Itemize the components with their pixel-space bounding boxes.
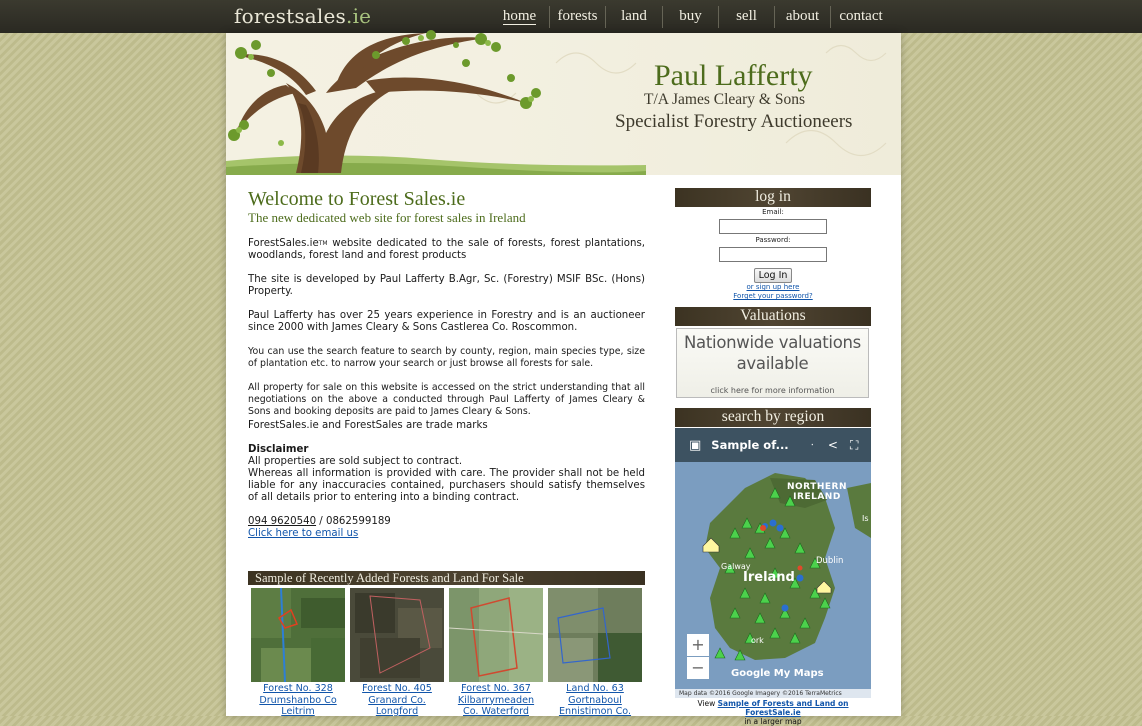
main-nav xyxy=(490,0,891,33)
password-label: Password: xyxy=(755,236,791,244)
forgot-password-link[interactable]: Forget your password? xyxy=(733,292,813,300)
top-nav-bar xyxy=(0,0,1142,33)
mobile-number: / 0862599189 xyxy=(316,516,391,527)
share-icon[interactable]: < xyxy=(827,438,838,452)
valuations-link[interactable]: click here for more information xyxy=(710,386,835,395)
map-toolbar xyxy=(675,428,871,462)
trademark-text: ForestSales.ie and ForestSales are trade marks xyxy=(248,420,488,431)
map-title: Sample of... xyxy=(711,438,789,452)
nav-home[interactable]: home xyxy=(502,8,537,24)
valuations-title: Nationwide valuations available xyxy=(684,333,861,373)
email-label: Email: xyxy=(762,208,784,216)
valuations-header: Valuations xyxy=(675,307,871,326)
banner-tagline: Specialist Forestry Auctioneers xyxy=(615,111,853,132)
zoom-in-button[interactable]: + xyxy=(687,634,709,656)
larger-map-link[interactable]: Sample of Forests and Land on ForestSale.ie xyxy=(717,699,849,717)
login-header: log in xyxy=(675,188,871,207)
page-title: Welcome to Forest Sales.ie xyxy=(248,188,466,210)
aerial-image xyxy=(548,588,642,682)
samples-header: Sample of Recently Added Forests and Land For Sale xyxy=(248,571,645,585)
sample-thumbnail[interactable] xyxy=(449,588,543,682)
map-caption: View Sample of Forests and Land on ForestSale.ie in a larger map xyxy=(697,699,849,726)
login-form xyxy=(675,208,871,301)
sample-thumbnail[interactable] xyxy=(350,588,444,682)
sample-item[interactable] xyxy=(251,588,345,718)
nav-buy[interactable]: buy xyxy=(679,8,702,24)
page-container xyxy=(226,33,901,726)
aerial-image xyxy=(449,588,543,682)
sample-item[interactable] xyxy=(350,588,444,718)
logo-text: forestsales xyxy=(234,4,347,28)
disclaimer-line: All properties are sold subject to contract. xyxy=(248,456,463,467)
nav-forests[interactable]: forests xyxy=(557,8,598,24)
intro-paragraph: ForestSales.ie™ website dedicated to the sale of forests, forest plantations, woodlands, forest land and forest products xyxy=(248,238,645,261)
sample-caption[interactable]: Land No. 63 Gortnaboul Ennistimon Co. xyxy=(558,683,632,717)
sample-item[interactable] xyxy=(548,588,642,718)
valuations-banner[interactable] xyxy=(676,328,869,398)
samples-list xyxy=(248,588,645,718)
experience-paragraph: Paul Lafferty has over 25 years experience in Forestry and is an auctioneer since 2000 with James Cleary & Sons Castlerea Co. Roscommon. xyxy=(248,310,645,333)
main-content xyxy=(248,188,645,540)
nav-land[interactable]: land xyxy=(621,8,647,24)
more-icon[interactable]: ⋅ xyxy=(810,439,814,451)
aerial-image xyxy=(251,588,345,682)
map-attribution: Map data ©2016 Google Imagery ©2016 TerraMetrics xyxy=(675,689,871,698)
disclaimer xyxy=(248,444,645,504)
google-mymaps-logo: Google My Maps xyxy=(731,668,824,679)
map-label-galway: Galway xyxy=(721,562,751,571)
sample-thumbnail[interactable] xyxy=(251,588,345,682)
map-label-ireland: Ireland xyxy=(743,570,795,585)
nav-about[interactable]: about xyxy=(785,8,820,24)
sample-caption[interactable]: Forest No. 367 Kilbarrymeaden Co. Waterford xyxy=(457,683,535,717)
banner-subtitle: T/A James Cleary & Sons xyxy=(644,91,806,108)
region-map[interactable] xyxy=(675,428,871,698)
map-label-northern-ireland: NORTHERN IRELAND xyxy=(787,482,847,502)
password-field[interactable] xyxy=(719,247,827,262)
search-paragraph: You can use the search feature to search by county, region, main species type, size of plantation etc. to narrow your search or just browse all forests for sale. xyxy=(248,346,645,369)
signup-link[interactable]: or sign up here xyxy=(746,283,800,291)
sidebar xyxy=(675,188,871,726)
disclaimer-title: Disclaimer xyxy=(248,444,309,455)
site-logo[interactable] xyxy=(234,4,371,28)
terms-paragraph: All property for sale on this website is accessed on the strict understanding that all negotiations on the above a conducted through Paul Lafferty of James Cleary & Sons and booking deposits are paid to James Cleary & Sons. xyxy=(248,382,645,417)
map-label-cork: ork xyxy=(751,636,764,645)
nav-contact[interactable]: contact xyxy=(839,8,883,24)
page-subtitle: The new dedicated web site for forest sales in Ireland xyxy=(248,210,526,225)
email-field[interactable] xyxy=(719,219,827,234)
header-banner xyxy=(226,33,901,175)
sample-caption[interactable]: Forest No. 328 Drumshanbo Co Leitrim xyxy=(259,683,337,717)
developer-paragraph: The site is developed by Paul Lafferty B.Agr, Sc. (Forestry) MSIF BSc. (Hons) Property. xyxy=(248,274,645,297)
map-label-dublin: Dublin xyxy=(816,556,844,566)
banner-title: Paul Lafferty xyxy=(654,59,813,92)
zoom-out-button[interactable]: − xyxy=(687,657,709,679)
logo-suffix: .ie xyxy=(346,4,372,28)
sample-thumbnail[interactable] xyxy=(548,588,642,682)
sample-item[interactable] xyxy=(449,588,543,718)
contact-block xyxy=(248,516,645,540)
aerial-image xyxy=(350,588,444,682)
email-link[interactable]: Click here to email us xyxy=(248,528,359,539)
login-button[interactable]: Log In xyxy=(754,268,793,283)
nav-sell[interactable]: sell xyxy=(736,8,757,24)
map-label-isle: Is xyxy=(862,514,869,523)
sample-caption[interactable]: Forest No. 405 Granard Co. Longford xyxy=(362,683,432,717)
phone-link[interactable]: 094 9620540 xyxy=(248,516,317,527)
fullscreen-icon[interactable]: ⛶ xyxy=(849,437,859,452)
disclaimer-body: Whereas all information is provided with care. The provider shall not be held liable for any inaccuracies contained, purchasers should satisfy themselves of all details prior to entering into a binding contract. xyxy=(248,468,645,503)
map-sidebar-icon[interactable]: ▣ xyxy=(689,437,702,453)
region-header: search by region xyxy=(675,408,871,427)
